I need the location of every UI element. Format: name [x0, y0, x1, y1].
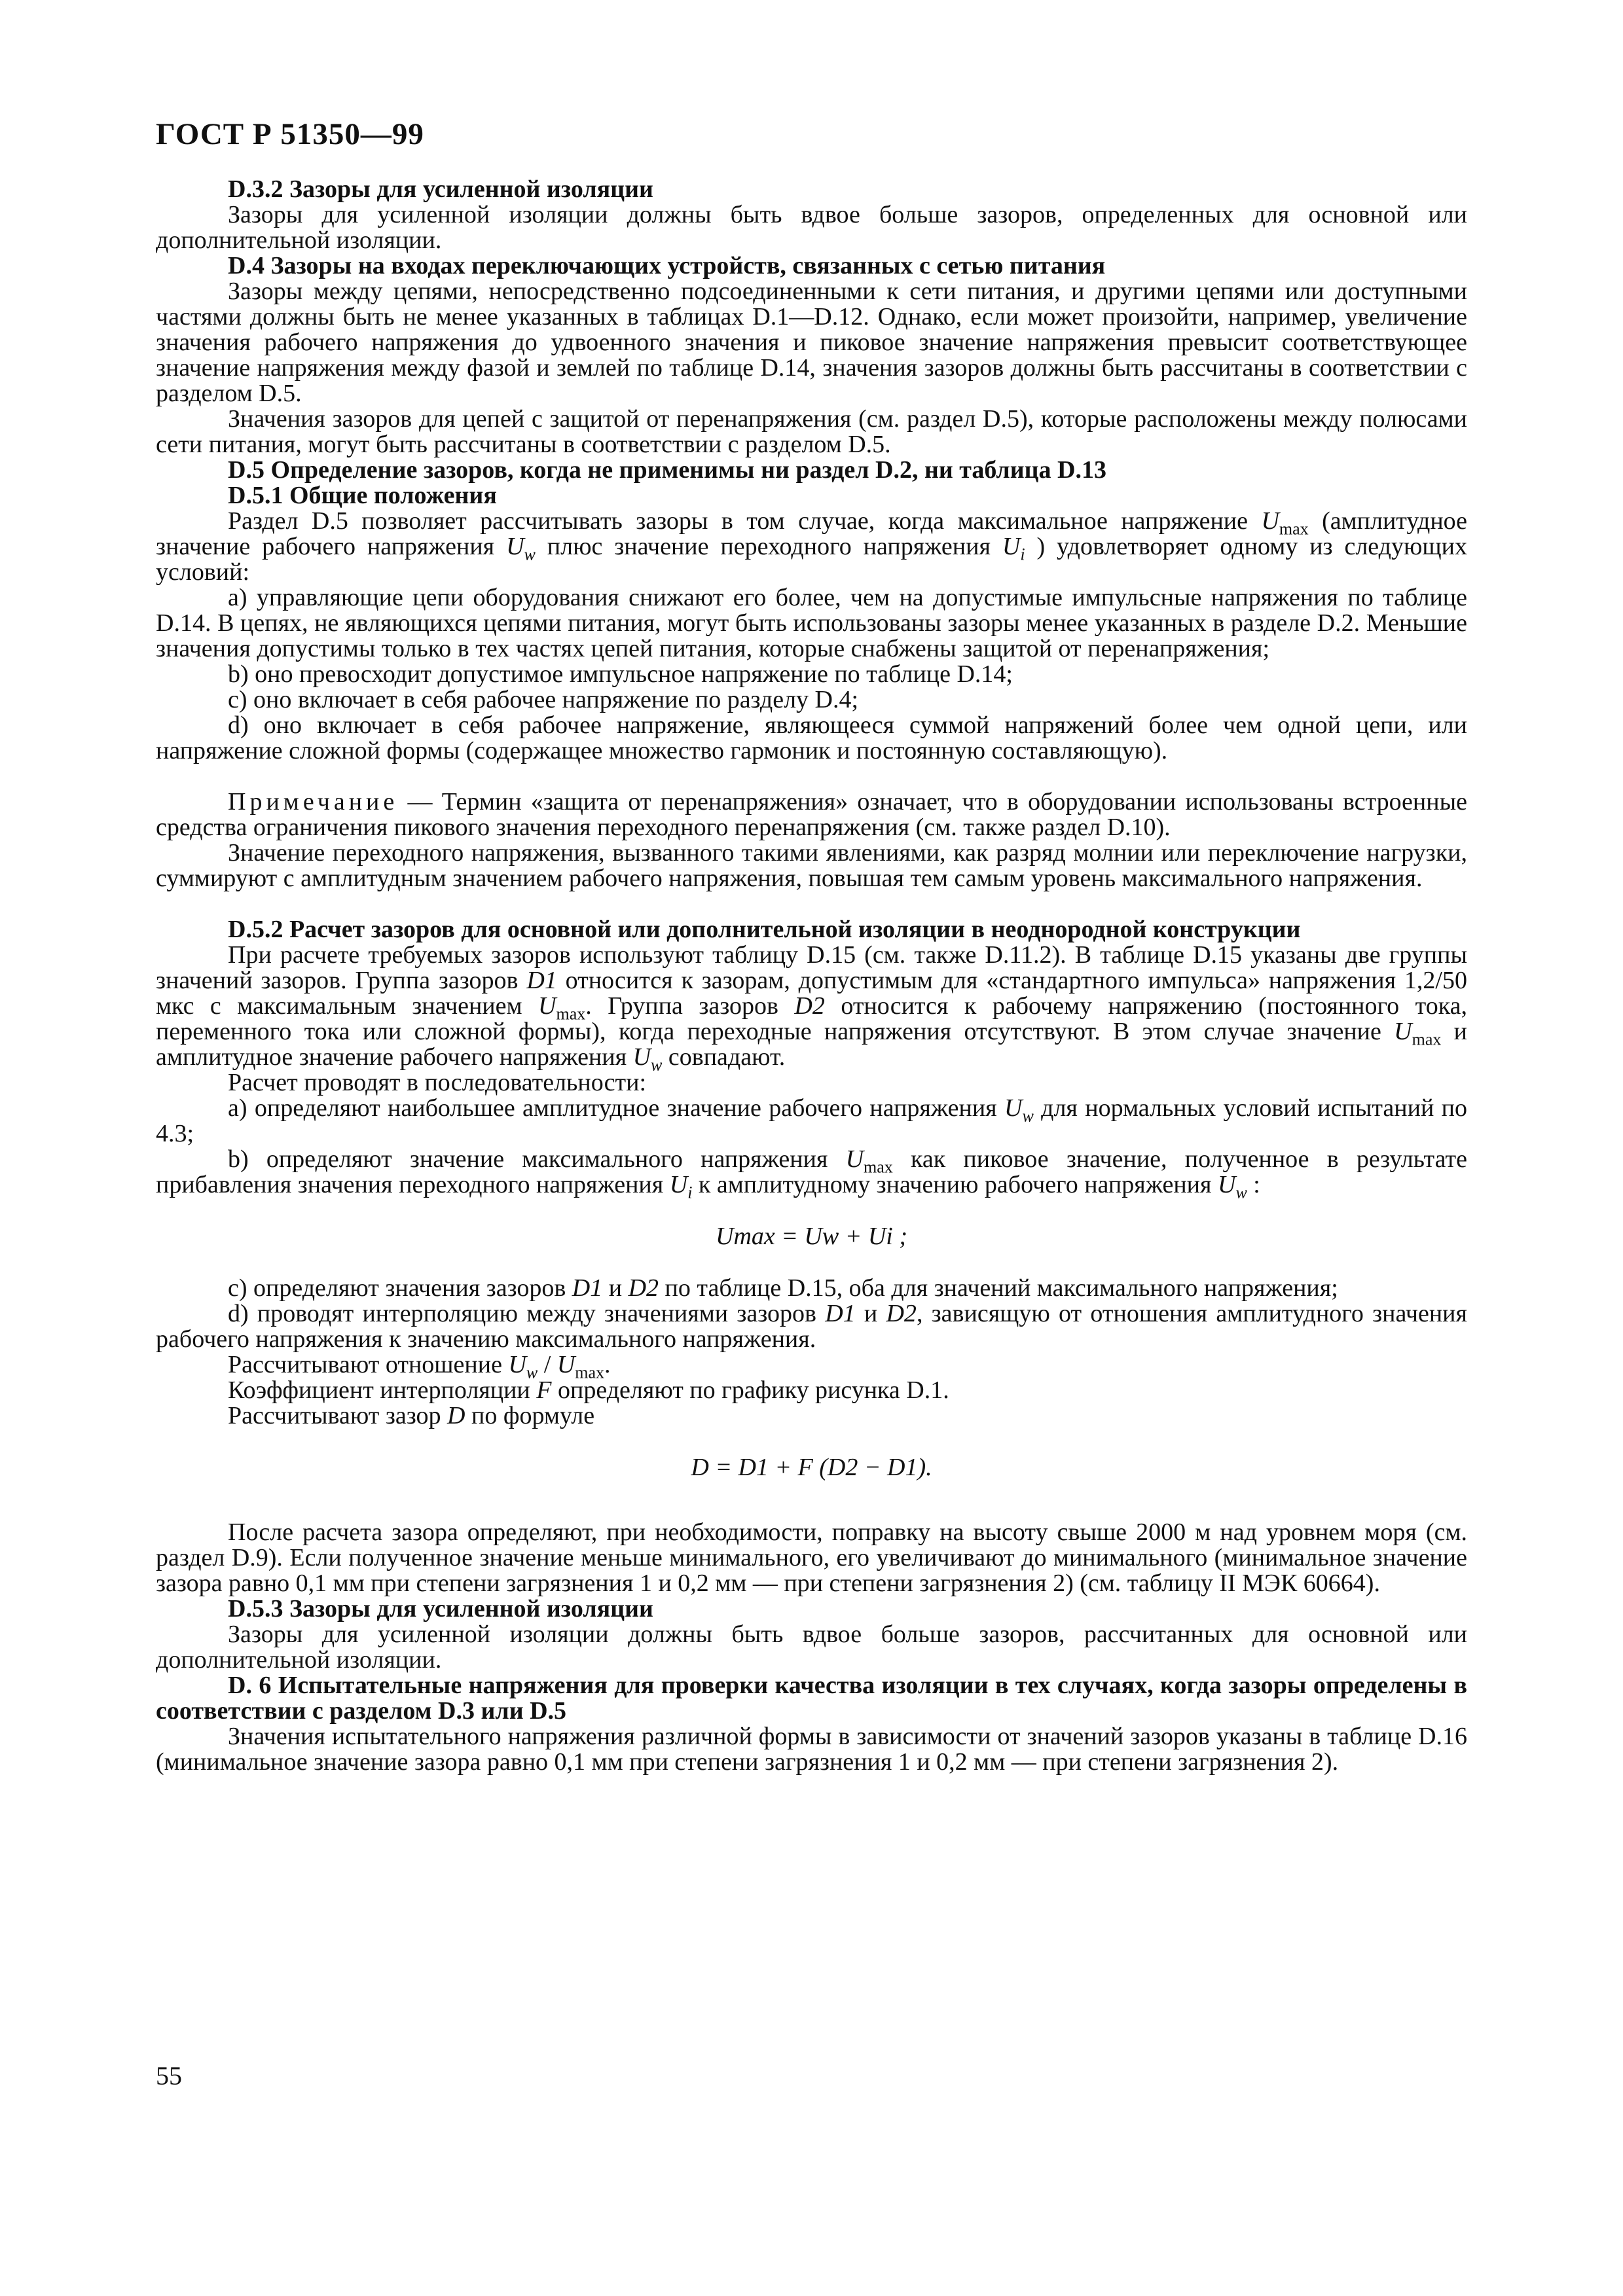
section-title-d4: D.4 Зазоры на входах переключающих устройств, связанных с сетью питания [228, 252, 1106, 279]
list-item: с) определяют значения зазоров D1 и D2 по таблице D.15, оба для значений максимального напряжения; [228, 1274, 1338, 1302]
list-item: с) оно включает в себя рабочее напряжение по разделу D.4; [228, 686, 859, 713]
paragraph: Рассчитывают зазор D по формуле [228, 1402, 595, 1429]
list-item: d) оно включает в себя рабочее напряжение, являющееся суммой напряжений более чем одной цепи, или напряжение сложной формы (содержащее множество гармоник и постоянную составляющую). [156, 711, 1467, 764]
paragraph: Зазоры между цепями, непосредственно подсоединенными к сети питания, и другими цепями или доступными частями должны быть не менее указанных в таблицах D.1—D.12. Однако, если может произойти, например, увеличение значения рабочего напряжения до удвоенного значения и пиковое значение напряжения превысит соответствующее значение напряжения между фазой и землей по таблице D.14, значения зазоров должны быть рассчитаны в соответствии с разделом D.5. [156, 278, 1467, 407]
paragraph: Значение переходного напряжения, вызванного такими явлениями, как разряд молнии или переключение нагрузки, суммируют с амплитудным значением рабочего напряжения, повышая тем самым уровень максимального напряжения. [156, 839, 1467, 892]
list-item: а) определяют наибольшее амплитудное значение рабочего напряжения $U_w$ для нормальных условий испытаний по 4.3; [156, 1094, 1467, 1147]
section-title-d53: D.5.3 Зазоры для усиленной изоляции [228, 1595, 653, 1623]
formula-umax: Umax = Uw + Ui ; [716, 1223, 907, 1250]
paragraph: Значения испытательного напряжения различной формы в зависимости от значений зазоров указаны в таблице D.16 (минимальное значение зазора равно 0,1 мм при степени загрязнения 1 и 0,2 мм — при степени загрязнения 2). [156, 1723, 1467, 1776]
paragraph: Рассчитывают отношение $U_w / U_{max}$. [228, 1351, 611, 1382]
section-title-d51: D.5.1 Общие положения [228, 482, 497, 509]
section-title-d52: D.5.2 Расчет зазоров для основной или дополнительной изоляции в неоднородной конструкции [228, 916, 1301, 943]
note: Примечание — Термин «защита от перенапряжения» означает, что в оборудовании использованы встроенные средства ограничения пикового значения переходного перенапряжения (см. также раздел D.10). [156, 788, 1467, 841]
formula-d: D = D1 + F (D2 − D1). [691, 1454, 932, 1481]
list-item: b) определяют значение максимального напряжения $U_{max}$ как пиковое значение, полученное в результате прибавления значения переходного напряжения $U_i$ к амплитудному значению рабочего напряжения $U_w$ : [156, 1145, 1467, 1202]
paragraph: Зазоры для усиленной изоляции должны быть вдвое больше зазоров, определенных для основной или дополнительной изоляции. [156, 201, 1467, 254]
paragraph: Зазоры для усиленной изоляции должны быть вдвое больше зазоров, рассчитанных для основной или дополнительной изоляции. [156, 1621, 1467, 1674]
paragraph: Значения зазоров для цепей с защитой от перенапряжения (см. раздел D.5), которые расположены между полюсами сети питания, могут быть рассчитаны в соответствии с разделом D.5. [156, 405, 1467, 458]
paragraph: Расчет проводят в последовательности: [228, 1069, 647, 1096]
section-title-d6: D. 6 Испытательные напряжения для проверки качества изоляции в тех случаях, когда зазоры определены в соответствии с разделом D.3 или D.5 [156, 1672, 1467, 1725]
section-title-d5: D.5 Определение зазоров, когда не применимы ни раздел D.2, ни таблица D.13 [228, 456, 1106, 484]
list-item: b) оно превосходит допустимое импульсное напряжение по таблице D.14; [228, 660, 1013, 688]
paragraph: При расчете требуемых зазоров используют таблицу D.15 (см. также D.11.2). В таблице D.15 указаны две группы значений зазоров. Группа зазоров D1 относится к зазорам, допустимым для «стандартного импульса» напряжения 1,2/50 мкс с максимальным значением $U_{max}$. Группа зазоров D2 относится к рабочему напряжению (постоянного тока, переменного тока или сложной формы), когда переходные напряжения отсутствуют. В этом случае значение $U_{max}$ и амплитудное значение рабочего напряжения $U_w$ совпадают. [156, 941, 1467, 1075]
paragraph: Коэффициент интерполяции F определяют по графику рисунка D.1. [228, 1376, 949, 1404]
page-number: 55 [156, 2061, 182, 2090]
paragraph: Раздел D.5 позволяет рассчитывать зазоры в том случае, когда максимальное напряжение $U_{max}$ (амплитудное значение рабочего напряжения $U_w$ плюс значение переходного напряжения $U_i$ ) удовлетворяет одному из следующих условий: [156, 507, 1467, 586]
paragraph: После расчета зазора определяют, при необходимости, поправку на высоту свыше 2000 м над уровнем моря (см. раздел D.9). Если полученное значение меньше минимального, его увеличивают до минимального (минимальное значение зазора равно 0,1 мм при степени загрязнения 1 и 0,2 мм — при степени загрязнения 2) (см. таблицу II МЭК 60664). [156, 1518, 1467, 1597]
list-item: а) управляющие цепи оборудования снижают его более, чем на допустимые импульсные напряжения по таблице D.14. В цепях, не являющихся цепями питания, могут быть использованы зазоры менее указанных в разделе D.2. Меньшие значения допустимы только в тех частях цепей питания, которые снабжены защитой от перенапряжения; [156, 584, 1467, 662]
list-item: d) проводят интерполяцию между значениями зазоров D1 и D2, зависящую от отношения амплитудного значения рабочего напряжения к значению максимального напряжения. [156, 1300, 1467, 1353]
document-body [156, 111, 1467, 1775]
section-title-d32: D.3.2 Зазоры для усиленной изоляции [228, 175, 653, 203]
document-code: ГОСТ Р 51350—99 [156, 117, 424, 151]
